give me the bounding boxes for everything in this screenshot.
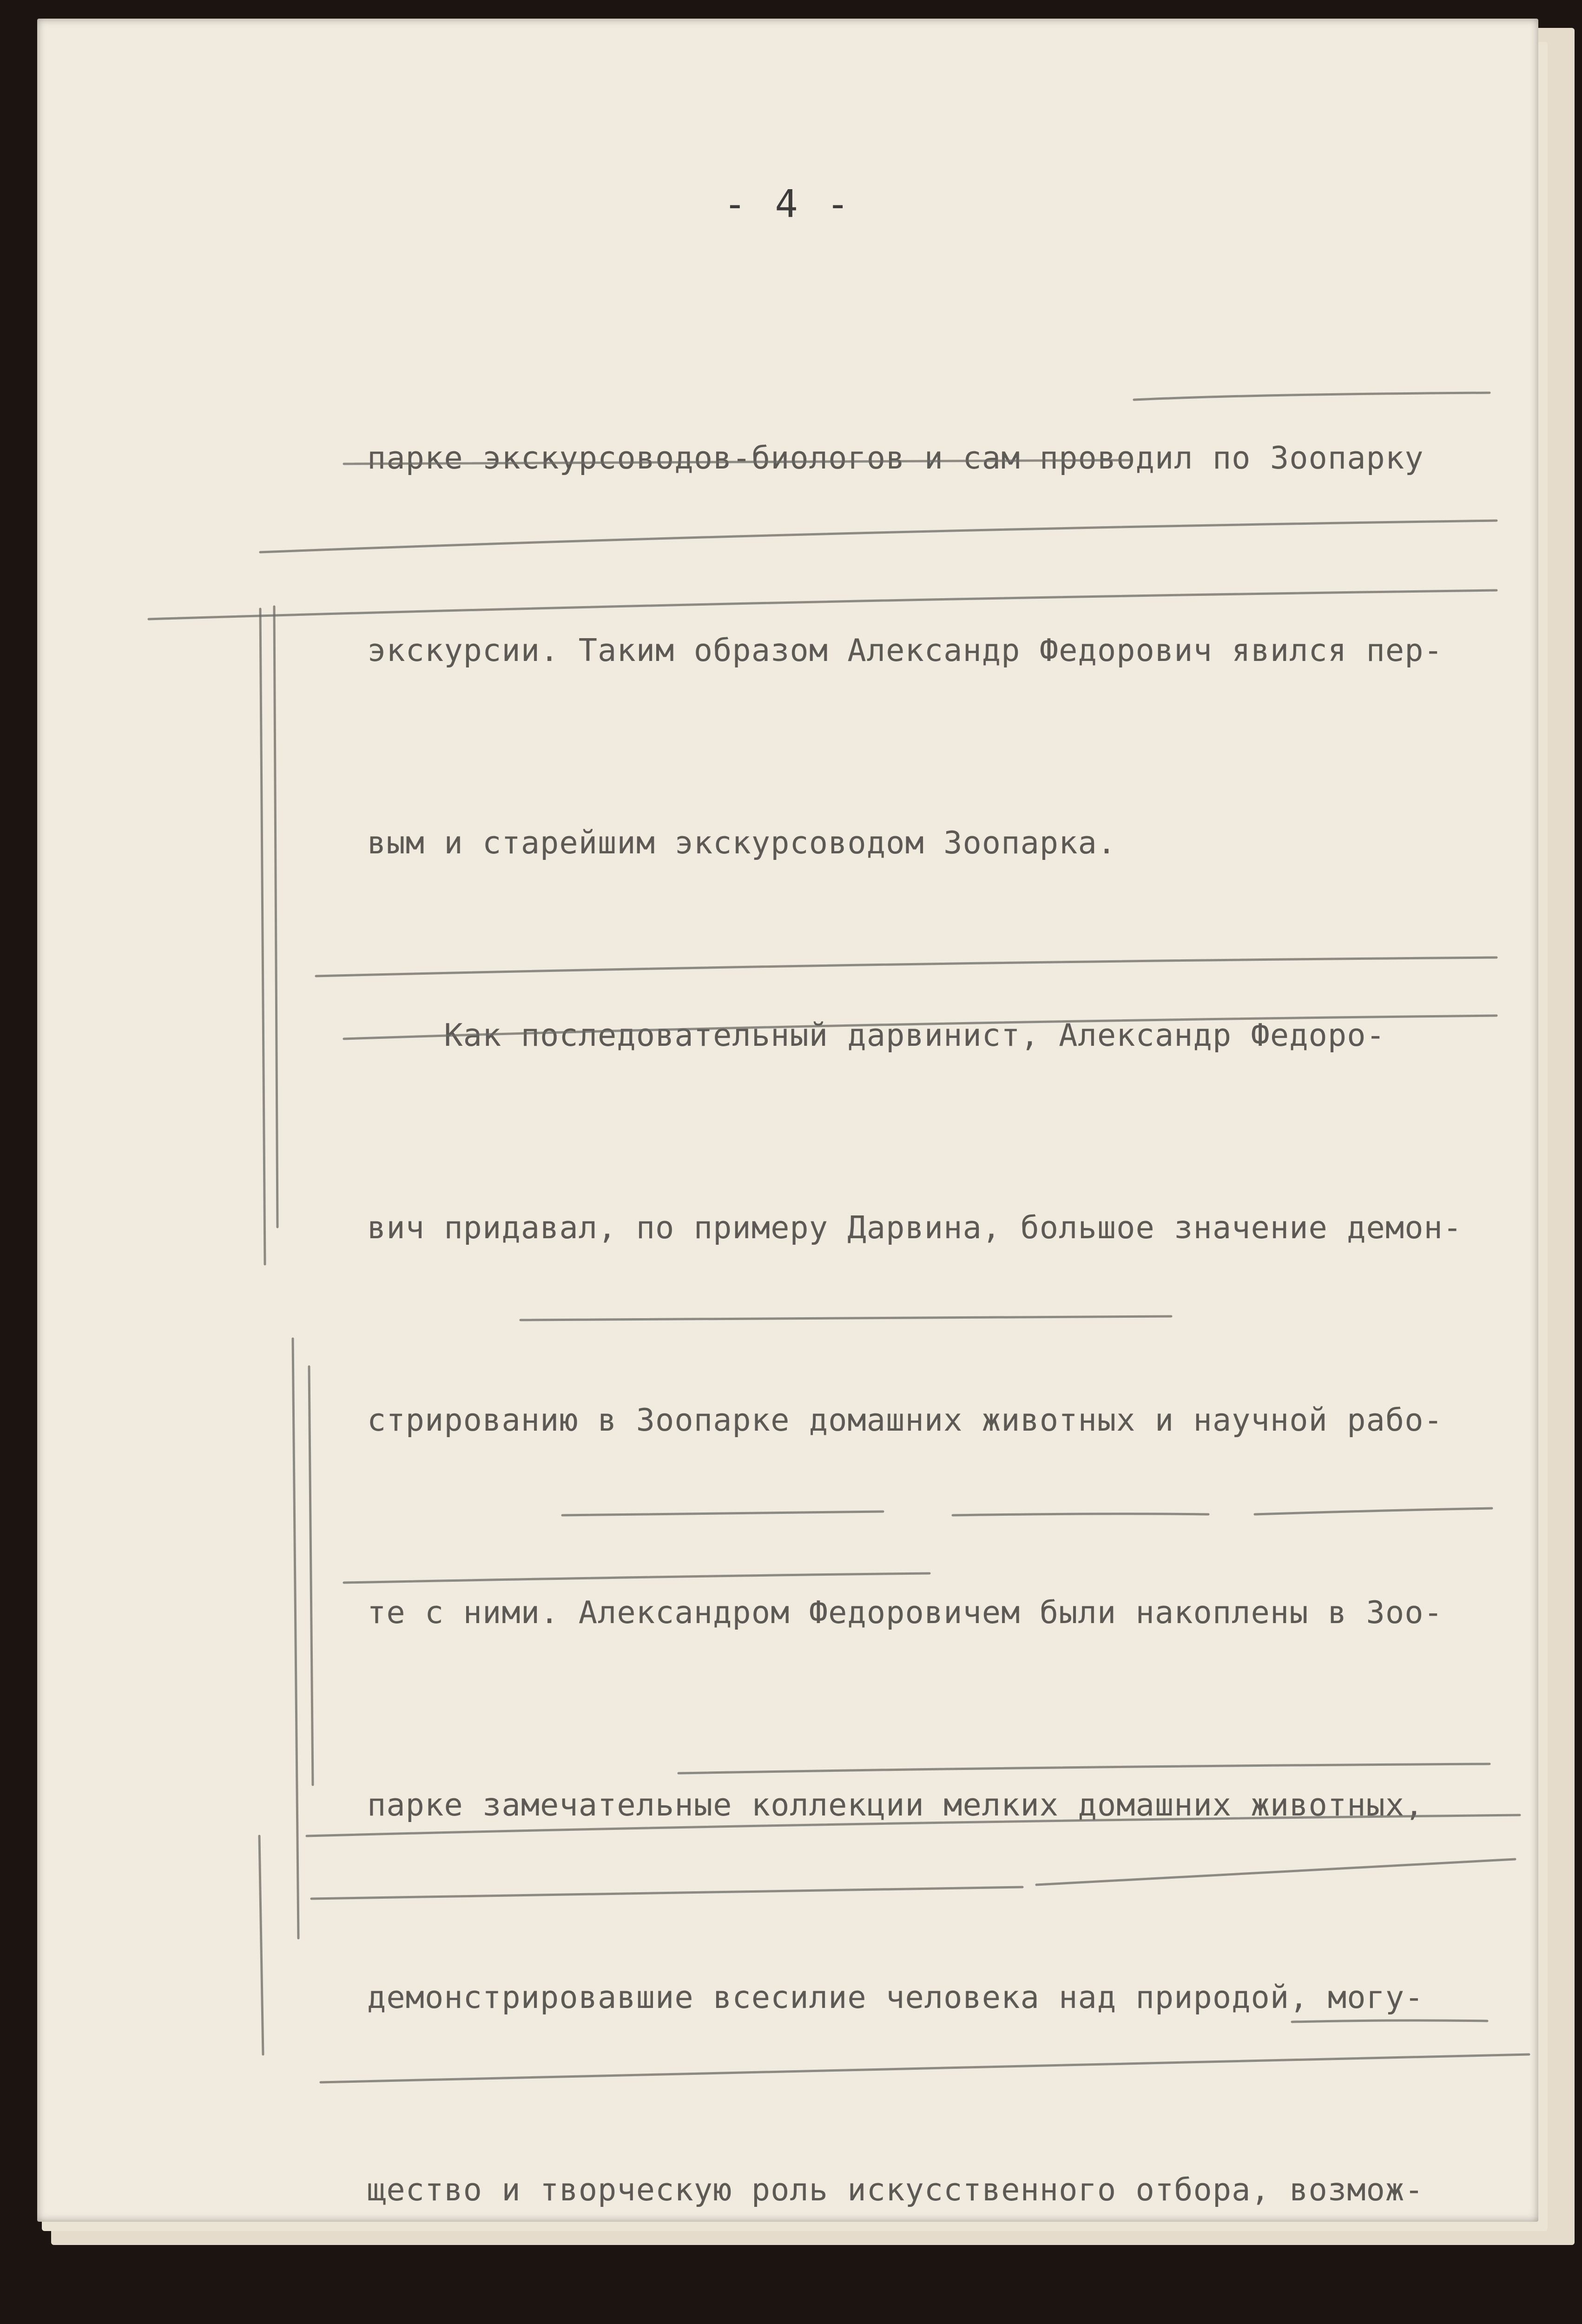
pencil-underline	[521, 1316, 1171, 1320]
text-line: демонстрировавшие всесилие человека над природой, могу-	[367, 1979, 1424, 2015]
text-line: вич придавал, по примеру Дарвина, большое значение демон-	[367, 1209, 1463, 1246]
pencil-underline	[344, 460, 1129, 464]
pencil-margin-line	[274, 607, 277, 1227]
pencil-margin-line	[259, 1836, 263, 2054]
pencil-underline	[344, 1016, 1496, 1039]
text-line: стрированию в Зоопарке домашних животных и научной рабо-	[367, 1402, 1443, 1438]
pencil-margin-line	[293, 1339, 298, 1938]
pencil-margin-line	[309, 1367, 313, 1785]
pencil-underline	[1036, 1859, 1515, 1885]
pencil-underline	[679, 1764, 1490, 1773]
pencil-underline	[1255, 1508, 1492, 1514]
pencil-underline	[260, 521, 1496, 552]
pencil-underline	[1134, 393, 1490, 400]
text-line: вым и старейшим экскурсоводом Зоопарка.	[367, 825, 1117, 861]
pencil-underline	[344, 1573, 929, 1583]
text-line: парке замечательные коллекции мелких домашних животных,	[367, 1787, 1424, 1823]
pencil-underline	[321, 2054, 1529, 2082]
text-line: Как последовательный дарвинист, Александр Федоро-	[367, 1017, 1385, 1053]
text-line: те с ними. Александром Федоровичем были накоплены в Зоо-	[367, 1594, 1443, 1631]
pencil-underline	[311, 1887, 1022, 1899]
pencil-underline	[1292, 2020, 1487, 2022]
pencil-underline	[149, 590, 1496, 619]
text-line: парке экскурсоводов-биологов и сам проводил по Зоопарку	[367, 440, 1424, 476]
pencil-underline	[307, 1815, 1520, 1836]
pencil-underline	[316, 957, 1496, 976]
pencil-underline	[953, 1514, 1208, 1515]
page-number: - 4 -	[723, 182, 852, 226]
text-line: щество и творческую роль искусственного отбора, возмож-	[367, 2172, 1424, 2208]
pencil-underline	[562, 1512, 883, 1515]
text-line: экскурсии. Таким образом Александр Федорович явился пер-	[367, 632, 1443, 668]
pencil-margin-line	[260, 609, 265, 1264]
